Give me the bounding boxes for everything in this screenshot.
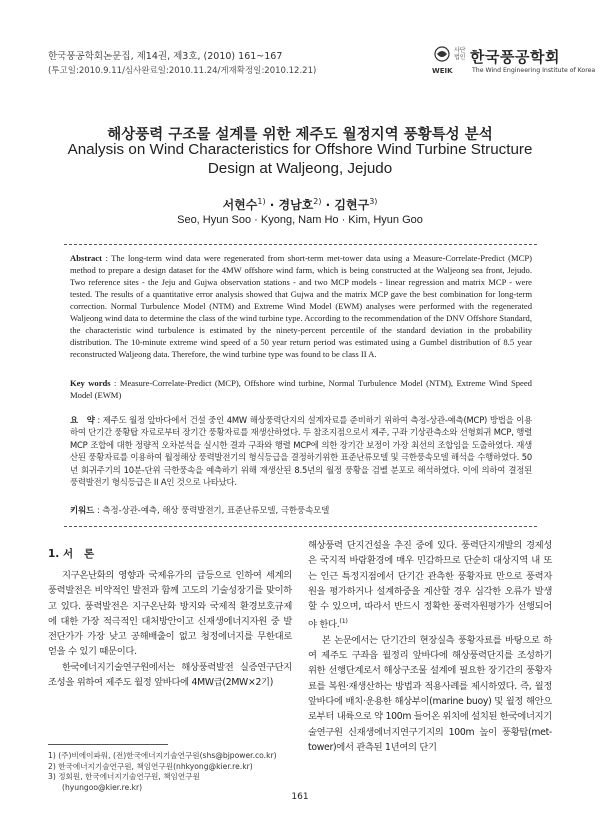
page-number: 161: [291, 792, 309, 802]
keywords-ko-text: : 측정-상관-예측, 해상 풍력발전기, 표준난류모델, 극한풍속모델: [94, 505, 330, 515]
body-column-left: [48, 568, 292, 690]
author-2-mark: 2): [313, 197, 322, 206]
summary-text: : 제주도 월정 앞바다에서 건설 중인 4MW 해상풍력단지의 설계자료를 준비하기 위하여 측정-상관-예측(MCP) 방법을 이용하여 단기간 풍황탑 자료로부터 장기간 풍황자료를 재생산하였다. 두 참조지점으로서 제주, 구좌 기상관측소와 선형회귀 MCP, 행렬 MCP 조합에 대한 정량적 오차분석을 실시한 결과 구좌와 행렬 MCP에 의한 장기간 보정이 가장 최선의 조합임을 도출하였다. 재생산된 풍황자료를 이용하여 월정해상 풍력발전기의 형식등급을 결정하기위한 표준난류모델 및 극한풍속모델 해석을 수행하였다. 50년 회귀주기의 10분-단위 극한풍속을 예측하기 위해 재생산된 8.5년의 월정 풍황을 검벨 분포로 해석하였다. 이에 의하여 결정된 풍력발전기 형식등급은 II A인 것으로 나타났다.: [70, 415, 532, 488]
society-logo: [432, 44, 596, 80]
section-heading: 1. 서 론: [48, 548, 95, 560]
authors-english: Seo, Hyun Soo · Kyong, Nam Ho · Kim, Hyun Goo: [177, 214, 423, 226]
paper-title-english: Analysis on Wind Characteristics for Offshore Wind Turbine Structure Design at Waljeong, Jejudo: [67, 141, 533, 177]
abstract: [70, 252, 532, 360]
footnotes: [48, 751, 292, 793]
footnote: 1) (주)비에이파워, (전)한국에너지기술연구원(shs@bjpower.co.kr): [48, 751, 277, 760]
footnote: 2) 한국에너지기술연구원, 책임연구원(nhkyong@kier.re.kr): [48, 761, 253, 771]
keywords-english: [70, 377, 532, 401]
author-separator: ·: [265, 198, 279, 212]
summary-label: 요 약: [70, 415, 95, 425]
paragraph-text: 해상풍력 단지건설을 추진 중에 있다. 풍력단지개발의 경제성은 국지적 바람환경에 매우 민감하므로 단순히 대상지역 내 또는 인근 특정지점에서 단기간 관측한 풍황자료 만으로 풍력자원을 평가하거나 설계하중을 계산할 경우 심각한 오류가 발생할 수 있으며, 따라서 반드시 정확한 풍력자원평가가 선행되어야 한다.: [308, 540, 552, 631]
logo-abbr: WEIK: [432, 67, 453, 75]
body-column-right: [308, 538, 552, 755]
abstract-text: : The long-term wind data were regenerated from short-term met-tower data using a Measure-Correlate-Predict (MCP) method to prepare a design dataset for the 4MW offshore wind farm, which is being constructed at the Waljeong sea front, Jejudo. Two reference sites - the Jeju and Gujwa observation stations - and two MCP models - linear regression and matrix MCP - were tested. The results of a quantitative error analysis showed that Gujwa and the matrix MCP gave the best combination for long-term correction. Normal Turbulence Model (NTM) and Extreme Wind Model (EWM) analyses were performed with the regenerated Waljeong wind data to determine the class of the wind turbine type. According to the recommendation of the DNV Offshore Standard, the characteristic wind turbulence is estimated by the ninety-percent percentile of the standard deviation in the probability distribution. The 10-minute extreme wind speed of a 50 year return period was estimated using a Gumbel distribution of 8.5 year reconstructed Waljeong data. Therefore, the wind turbine type was found to be class II A.: [70, 253, 532, 359]
keywords-korean: [70, 504, 532, 516]
logo-corp-label: 사단법인: [454, 47, 466, 61]
paragraph: 본 논문에서는 단기간의 현장실측 풍황자료를 바탕으로 하여 제주도 구좌읍 월정리 앞바다에 해상풍력단지를 조성하기 위한 선행단계로서 해상구조물 설계에 필요한 장기간의 풍황자료를 복원·재생산하는 방법과 적용사례를 제시하였다. 즉, 월정 앞바다에 배치·운용한 해상부이(marine buoy) 및 월정 해안으로부터 내륙으로 약 100m 들어온 위치에 설치된 한국에너지기술연구원 신재생에너지연구기지의 100m 높이 풍황탑(met-tower)에서 관측된 1년여의 단기: [308, 634, 552, 753]
paragraph: 한국에너지기술연구원에서는 해상풍력발전 실증연구단지 조성을 위하여 제주도 월정 앞바다에 4MW급(2MW×2기): [48, 661, 292, 689]
author-separator: ·: [321, 198, 335, 212]
author-1: 서현수: [222, 198, 258, 212]
citation-mark: (1): [339, 617, 348, 626]
footnote: 3) 정회원, 한국에너지기술연구원, 책임연구원: [48, 772, 200, 781]
paper-title-korean: 해상풍력 구조물 설계를 위한 제주도 월정지역 풍황특성 분석: [107, 127, 493, 143]
journal-citation: 한국풍공학회논문집, 제14권, 제3호, (2010) 161~167: [48, 51, 283, 62]
author-3-mark: 3): [369, 197, 378, 206]
author-1-mark: 1): [257, 197, 266, 206]
abstract-label: Abstract: [70, 253, 102, 263]
footnote-divider: [48, 744, 168, 745]
authors-korean: [0, 196, 600, 213]
keywords-label: Key words: [70, 378, 111, 388]
paragraph: 지구온난화의 영향과 국제유가의 급등으로 인하여 세계의 풍력발전은 비약적인 발전과 함께 고도의 기술성장기를 맞이하고 있다. 풍력발전은 지구온난화 방지와 국제적 환경보호규제에 대한 가장 적극적인 대처방안이고 신재생에너지자원 중 발전단가가 가장 낮고 공해배출이 없고 청정에너지를 무한대로 얻을 수 있기 때문이다.: [48, 570, 292, 658]
divider-bottom: [64, 526, 537, 527]
author-2: 경남호: [278, 198, 314, 212]
submission-dates: (투고일:2010.9.11/심사완료일:2010.11.24/게재확정일:2010.12.21): [48, 66, 317, 76]
logo-name-ko: 한국풍공학회: [470, 48, 560, 66]
author-3: 김현구: [334, 198, 370, 212]
keywords-text: : Measure-Correlate-Predict (MCP), Offshore wind turbine, Normal Turbulence Model (NTM), Extreme Wind Speed Model (EWM): [70, 378, 532, 400]
footnote: (hyungoo@kier.re.kr): [62, 782, 143, 792]
paragraph: [308, 538, 552, 633]
weik-logo-icon: [434, 46, 450, 62]
logo-name-en: The Wind Engineering Institute of Korea: [472, 67, 596, 74]
divider-top: [64, 244, 537, 245]
summary-korean: [70, 414, 532, 488]
keywords-ko-label: 키워드: [70, 505, 95, 515]
